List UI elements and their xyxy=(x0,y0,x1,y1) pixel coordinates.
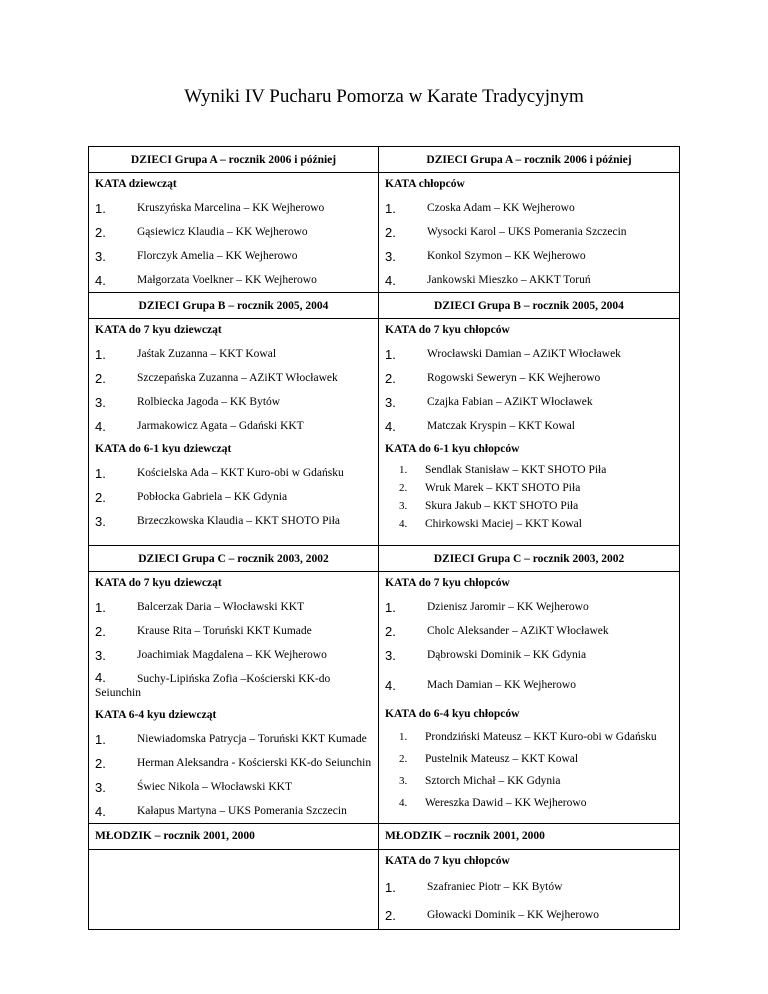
list-item xyxy=(385,196,679,220)
place-number: 3. xyxy=(385,394,396,410)
list-item xyxy=(385,792,679,814)
competitor-name: Sztorch Michał – KK Gdynia xyxy=(425,775,561,787)
place-number: 2. xyxy=(399,482,408,494)
competitor-name: Szafraniec Piotr – KK Bytów xyxy=(427,881,563,893)
competitor-name: Kruszyńska Marcelina – KK Wejherowo xyxy=(137,202,325,214)
place-number: 3. xyxy=(385,647,396,663)
results-list xyxy=(385,726,679,814)
place-number: 1. xyxy=(95,599,106,615)
category-label: KATA chłopców xyxy=(385,178,465,190)
competitor-name: Jankowski Mieszko – AKKT Toruń xyxy=(427,274,591,286)
category-label: KATA do 7 kyu chłopców xyxy=(385,324,510,336)
competitor-name: Wrocławski Damian – AZiKT Włocławek xyxy=(427,348,621,360)
list-item xyxy=(385,643,679,667)
list-item xyxy=(95,727,378,751)
mlodzik-boys-cell xyxy=(379,850,680,930)
competitor-name: Czoska Adam – KK Wejherowo xyxy=(427,202,575,214)
competitor-name: Kałapus Martyna – UKS Pomerania Szczecin xyxy=(137,805,347,817)
list-item xyxy=(95,595,378,619)
competitor-name: Pustelnik Mateusz – KKT Kowal xyxy=(425,753,579,765)
category-label: KATA do 6-1 kyu chłopców xyxy=(385,443,520,455)
group-b-header-row xyxy=(89,293,680,319)
list-item xyxy=(385,342,679,366)
list-item xyxy=(95,366,378,390)
group-a-left-header: DZIECI Grupa A – rocznik 2006 i później xyxy=(89,147,379,173)
competitor-name: Sendlak Stanisław – KKT SHOTO Piła xyxy=(425,464,607,476)
document-title: Wyniki IV Pucharu Pomorza w Karate Tradycyjnym xyxy=(184,86,584,107)
competitor-name: Matczak Kryspin – KKT Kowal xyxy=(427,420,575,432)
competitor-name: Herman Aleksandra - Kościerski KK-do Seiunchin xyxy=(137,757,372,769)
place-number: 4. xyxy=(385,677,396,693)
competitor-name: Wysocki Karol – UKS Pomerania Szczecin xyxy=(427,226,627,238)
group-c-header-row xyxy=(89,546,680,572)
group-c-right-header: DZIECI Grupa C – rocznik 2003, 2002 xyxy=(379,546,680,572)
list-item xyxy=(95,390,378,414)
place-number: 1. xyxy=(385,599,396,615)
category-label: KATA 6-4 kyu dziewcząt xyxy=(95,709,217,721)
list-item xyxy=(385,414,679,438)
list-item xyxy=(385,515,679,533)
list-item xyxy=(385,220,679,244)
place-number: 4. xyxy=(95,418,106,434)
group-a-girls-cell xyxy=(89,173,379,293)
group-b-row xyxy=(89,319,680,546)
competitor-name: Jaśtak Zuzanna – KKT Kowal xyxy=(137,348,277,360)
mlodzik-row xyxy=(89,850,680,930)
competitor-name: Dzienisz Jaromir – KK Wejherowo xyxy=(427,601,589,613)
place-number: 4. xyxy=(399,797,408,809)
mlodzik-right-header xyxy=(379,824,680,850)
competitor-name: Niewiadomska Patrycja – Toruński KKT Kumade xyxy=(137,733,367,745)
group-c-row xyxy=(89,572,680,824)
category-label: KATA do 7 kyu dziewcząt xyxy=(95,324,222,336)
list-item xyxy=(95,751,378,775)
competitor-name: Mach Damian – KK Wejherowo xyxy=(427,679,576,691)
list-item xyxy=(95,342,378,366)
place-number: 1. xyxy=(399,731,408,743)
place-number: 1. xyxy=(95,200,106,216)
list-item xyxy=(95,268,378,292)
place-number: 1. xyxy=(95,465,106,481)
competitor-name: Głowacki Dominik – KK Wejherowo xyxy=(427,909,599,921)
list-item xyxy=(385,748,679,770)
competitor-name: Suchy-Lipińska Zofia –Kościerski KK-do Seiunchin xyxy=(95,673,331,699)
list-item xyxy=(385,667,679,703)
competitor-name: Skura Jakub – KKT SHOTO Piła xyxy=(425,500,579,512)
competitor-name: Rolbiecka Jagoda – KK Bytów xyxy=(137,396,281,408)
mlodzik-left-header-text: MŁODZIK – rocznik 2001, 2000 xyxy=(95,830,255,842)
place-number: 4. xyxy=(95,670,106,685)
competitor-name: Jarmakowicz Agata – Gdański KKT xyxy=(137,420,304,432)
competitor-name: Rogowski Seweryn – KK Wejherowo xyxy=(427,372,601,384)
place-number: 4. xyxy=(95,272,106,288)
place-number: 1. xyxy=(385,879,396,895)
list-item xyxy=(95,619,378,643)
place-number: 1. xyxy=(95,346,106,362)
list-item xyxy=(385,244,679,268)
place-number: 1. xyxy=(399,464,408,476)
place-number: 2. xyxy=(399,753,408,765)
list-item xyxy=(95,667,378,704)
list-item xyxy=(385,268,679,292)
place-number: 4. xyxy=(95,803,106,819)
competitor-name: Gąsiewicz Klaudia – KK Wejherowo xyxy=(137,226,308,238)
list-item xyxy=(95,244,378,268)
place-number: 2. xyxy=(385,370,396,386)
competitor-name: Czajka Fabian – AZiKT Włocławek xyxy=(427,396,593,408)
list-item xyxy=(385,497,679,515)
place-number: 2. xyxy=(95,224,106,240)
list-item xyxy=(95,196,378,220)
competitor-name: Wereszka Dawid – KK Wejherowo xyxy=(425,797,587,809)
group-b-boys-cell xyxy=(379,319,680,546)
group-b-right-header: DZIECI Grupa B – rocznik 2005, 2004 xyxy=(379,293,680,319)
place-number: 3. xyxy=(399,500,408,512)
competitor-name: Florczyk Amelia – KK Wejherowo xyxy=(137,250,298,262)
list-item xyxy=(95,414,378,438)
competitor-name: Prondziński Mateusz – KKT Kuro-obi w Gdańsku xyxy=(425,731,657,743)
group-c-girls-cell xyxy=(89,572,379,824)
list-item xyxy=(385,619,679,643)
list-item xyxy=(385,873,679,901)
mlodzik-header-row xyxy=(89,824,680,850)
list-item xyxy=(385,595,679,619)
mlodzik-girls-cell xyxy=(89,850,379,930)
group-a-header-row xyxy=(89,147,680,173)
category-label: KATA do 6-4 kyu chłopców xyxy=(385,708,520,720)
competitor-name: Konkol Szymon – KK Wejherowo xyxy=(427,250,586,262)
list-item xyxy=(95,775,378,799)
list-item xyxy=(95,799,378,823)
place-number: 4. xyxy=(385,418,396,434)
place-number: 2. xyxy=(385,623,396,639)
category-label: KATA dziewcząt xyxy=(95,178,177,190)
list-item xyxy=(95,509,378,533)
category-label: KATA do 7 kyu chłopców xyxy=(385,855,510,867)
group-b-girls-cell xyxy=(89,319,379,546)
competitor-name: Joachimiak Magdalena – KK Wejherowo xyxy=(137,649,327,661)
list-item xyxy=(95,461,378,485)
competitor-name: Dąbrowski Dominik – KK Gdynia xyxy=(427,649,587,661)
results-table xyxy=(88,146,680,930)
place-number: 2. xyxy=(95,489,106,505)
list-item xyxy=(385,366,679,390)
place-number: 3. xyxy=(95,647,106,663)
place-number: 3. xyxy=(95,779,106,795)
place-number: 3. xyxy=(95,394,106,410)
competitor-name: Pobłocka Gabriela – KK Gdynia xyxy=(137,491,288,503)
list-item xyxy=(385,479,679,497)
category-label: KATA do 6-1 kyu dziewcząt xyxy=(95,443,232,455)
list-item xyxy=(385,726,679,748)
place-number: 1. xyxy=(95,731,106,747)
competitor-name: Wruk Marek – KKT SHOTO Piła xyxy=(425,482,581,494)
group-c-left-header: DZIECI Grupa C – rocznik 2003, 2002 xyxy=(89,546,379,572)
place-number: 1. xyxy=(385,200,396,216)
competitor-name: Balcerzak Daria – Włocławski KKT xyxy=(137,601,305,613)
list-item xyxy=(95,643,378,667)
competitor-name: Małgorzata Voelkner – KK Wejherowo xyxy=(137,274,317,286)
place-number: 4. xyxy=(385,272,396,288)
place-number: 3. xyxy=(95,513,106,529)
results-list xyxy=(385,461,679,533)
place-number: 1. xyxy=(385,346,396,362)
place-number: 4. xyxy=(399,518,408,530)
place-number: 2. xyxy=(385,907,396,923)
group-b-left-header: DZIECI Grupa B – rocznik 2005, 2004 xyxy=(89,293,379,319)
competitor-name: Cholc Aleksander – AZiKT Włocławek xyxy=(427,625,609,637)
place-number: 2. xyxy=(95,623,106,639)
mlodzik-right-header-text: MŁODZIK – rocznik 2001, 2000 xyxy=(385,830,545,842)
competitor-name: Chirkowski Maciej – KKT Kowal xyxy=(425,518,582,530)
list-item xyxy=(95,485,378,509)
group-c-boys-cell xyxy=(379,572,680,824)
place-number: 2. xyxy=(95,755,106,771)
place-number: 2. xyxy=(95,370,106,386)
place-number: 3. xyxy=(95,248,106,264)
competitor-name: Brzeczkowska Klaudia – KKT SHOTO Piła xyxy=(137,515,341,527)
list-item xyxy=(385,390,679,414)
competitor-name: Krause Rita – Toruński KKT Kumade xyxy=(137,625,312,637)
list-item xyxy=(385,770,679,792)
category-label: KATA do 7 kyu dziewcząt xyxy=(95,577,222,589)
competitor-name: Świec Nikola – Włocławski KKT xyxy=(137,781,293,793)
category-label: KATA do 7 kyu chłopców xyxy=(385,577,510,589)
competitor-name: Szczepańska Zuzanna – AZiKT Włocławek xyxy=(137,372,338,384)
list-item xyxy=(95,220,378,244)
mlodzik-left-header xyxy=(89,824,379,850)
group-a-right-header: DZIECI Grupa A – rocznik 2006 i później xyxy=(379,147,680,173)
competitor-name: Kościelska Ada – KKT Kuro-obi w Gdańsku xyxy=(137,467,344,479)
place-number: 3. xyxy=(399,775,408,787)
place-number: 3. xyxy=(385,248,396,264)
list-item xyxy=(385,461,679,479)
place-number: 2. xyxy=(385,224,396,240)
group-a-boys-cell xyxy=(379,173,680,293)
list-item xyxy=(385,901,679,929)
group-a-row xyxy=(89,173,680,293)
